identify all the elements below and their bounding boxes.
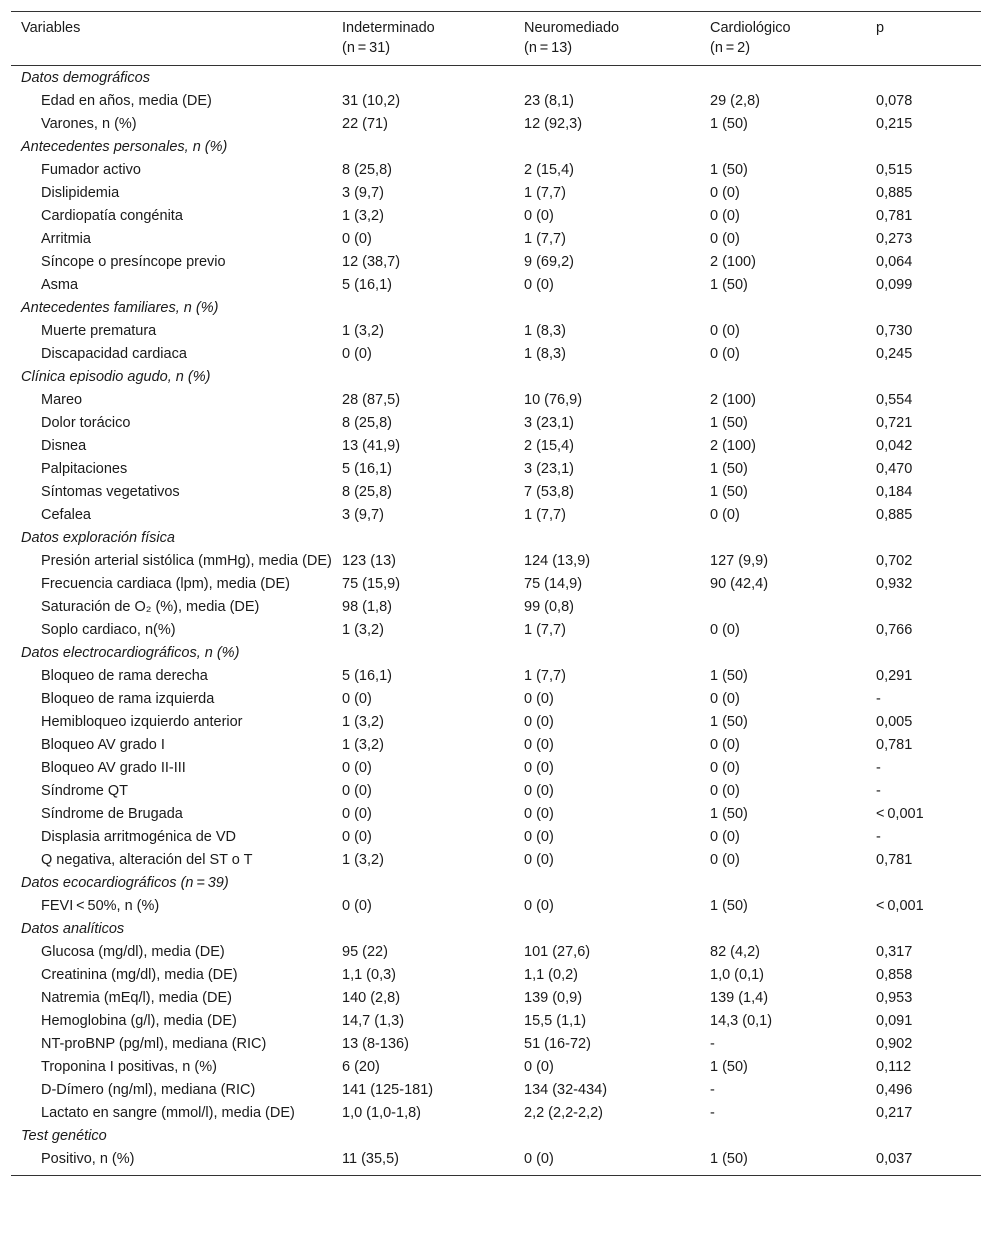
cell-cardiologico: 0 (0) — [710, 621, 740, 638]
cell-p-value: 0,037 — [876, 1150, 913, 1167]
cell-p-value: 0,112 — [876, 1058, 912, 1075]
section-row — [11, 135, 981, 158]
cell-cardiologico: 82 (4,2) — [710, 943, 760, 960]
cell-cardiologico: 1 (50) — [710, 713, 748, 730]
table-row — [11, 1101, 981, 1124]
header-indeterminado-n: (n = 31) — [342, 40, 391, 56]
cell-neuromediado: 0 (0) — [524, 828, 554, 845]
cell-p-value: 0,721 — [876, 414, 913, 431]
cell-cardiologico: 0 (0) — [710, 207, 740, 224]
cell-indeterminado: 1 (3,2) — [342, 621, 384, 638]
cell-neuromediado: 12 (92,3) — [524, 115, 583, 132]
table-row — [11, 1032, 981, 1055]
section-row — [11, 641, 981, 664]
cell-cardiologico: 1 (50) — [710, 1058, 748, 1075]
table-row — [11, 664, 981, 687]
header-variables — [11, 12, 332, 66]
cell-p-value: 0,005 — [876, 713, 913, 730]
cell-indeterminado: 0 (0) — [342, 230, 372, 247]
cell-indeterminado: 0 (0) — [342, 759, 372, 776]
table-body — [11, 66, 981, 1176]
cell-p-value: 0,885 — [876, 506, 913, 523]
cell-cardiologico: 1 (50) — [710, 483, 748, 500]
header-variables-label: Variables — [21, 20, 81, 36]
section-row — [11, 1124, 981, 1147]
table-row — [11, 848, 981, 871]
cell-cardiologico: 1 (50) — [710, 276, 748, 293]
table-row — [11, 825, 981, 848]
cell-indeterminado: 1 (3,2) — [342, 851, 384, 868]
cell-indeterminado: 140 (2,8) — [342, 989, 401, 1006]
cell-p-value: 0,781 — [876, 736, 913, 753]
cell-p-value: 0,496 — [876, 1081, 913, 1098]
cell-neuromediado: 1 (8,3) — [524, 322, 566, 339]
cell-neuromediado: 9 (69,2) — [524, 253, 574, 270]
row-label: Lactato en sangre (mmol/l), media (DE) — [41, 1104, 295, 1121]
cell-cardiologico: 2 (100) — [710, 437, 756, 454]
cell-neuromediado: 0 (0) — [524, 736, 554, 753]
cell-p-value: 0,245 — [876, 345, 913, 362]
cell-p-value: 0,215 — [876, 115, 913, 132]
header-neuromediado-n: (n = 13) — [524, 40, 573, 56]
cell-indeterminado: 1 (3,2) — [342, 713, 384, 730]
table-row — [11, 687, 981, 710]
row-label: Positivo, n (%) — [41, 1150, 135, 1167]
cell-indeterminado: 1 (3,2) — [342, 322, 384, 339]
table-row — [11, 1078, 981, 1101]
cell-neuromediado: 10 (76,9) — [524, 391, 583, 408]
cell-neuromediado: 1 (8,3) — [524, 345, 566, 362]
section-label: Datos analíticos — [21, 920, 125, 937]
row-label: Arritmia — [41, 230, 91, 247]
row-label: Síndrome de Brugada — [41, 805, 183, 822]
cell-p-value: 0,470 — [876, 460, 913, 477]
cell-cardiologico: 90 (42,4) — [710, 575, 769, 592]
table-row — [11, 940, 981, 963]
row-label: Frecuencia cardiaca (lpm), media (DE) — [41, 575, 290, 592]
cell-p-value: 0,781 — [876, 851, 913, 868]
table-row — [11, 618, 981, 641]
row-label: Soplo cardiaco, n(%) — [41, 621, 176, 638]
cell-indeterminado: 95 (22) — [342, 943, 388, 960]
cell-cardiologico: 14,3 (0,1) — [710, 1012, 773, 1029]
table-row — [11, 756, 981, 779]
header-cardiologico-n: (n = 2) — [710, 40, 751, 56]
cell-indeterminado: 0 (0) — [342, 782, 372, 799]
header-p-label: p — [876, 20, 885, 36]
cell-indeterminado: 3 (9,7) — [342, 506, 384, 523]
cell-p-value: 0,291 — [876, 667, 913, 684]
cell-indeterminado: 1,1 (0,3) — [342, 966, 396, 983]
cell-neuromediado: 0 (0) — [524, 805, 554, 822]
cell-cardiologico: 0 (0) — [710, 230, 740, 247]
cell-neuromediado: 2 (15,4) — [524, 437, 574, 454]
table-row — [11, 986, 981, 1009]
cell-p-value: 0,702 — [876, 552, 913, 569]
row-label: Edad en años, media (DE) — [41, 92, 212, 109]
cell-cardiologico: 29 (2,8) — [710, 92, 760, 109]
cell-neuromediado: 23 (8,1) — [524, 92, 574, 109]
row-label: Q negativa, alteración del ST o T — [41, 851, 253, 868]
table-row — [11, 181, 981, 204]
table-row — [11, 733, 981, 756]
cell-indeterminado: 13 (41,9) — [342, 437, 401, 454]
cell-neuromediado: 1 (7,7) — [524, 667, 566, 684]
header-indeterminado — [332, 12, 514, 66]
section-row — [11, 871, 981, 894]
row-label: Hemoglobina (g/l), media (DE) — [41, 1012, 237, 1029]
row-label: Glucosa (mg/dl), media (DE) — [41, 943, 225, 960]
cell-neuromediado: 0 (0) — [524, 207, 554, 224]
cell-cardiologico: - — [710, 1081, 715, 1098]
table-row — [11, 480, 981, 503]
cell-cardiologico: 0 (0) — [710, 506, 740, 523]
row-label: Muerte prematura — [41, 322, 157, 339]
header-indeterminado-label: Indeterminado — [342, 20, 435, 36]
cell-neuromediado: 0 (0) — [524, 690, 554, 707]
cell-indeterminado: 0 (0) — [342, 690, 372, 707]
cell-neuromediado: 1 (7,7) — [524, 184, 566, 201]
cell-cardiologico: - — [710, 1104, 715, 1121]
table-row — [11, 802, 981, 825]
table-row — [11, 779, 981, 802]
cell-indeterminado: 8 (25,8) — [342, 161, 392, 178]
section-row — [11, 66, 981, 90]
cell-p-value: 0,554 — [876, 391, 913, 408]
cell-indeterminado: 22 (71) — [342, 115, 388, 132]
table-row — [11, 273, 981, 296]
cell-indeterminado: 13 (8-136) — [342, 1035, 409, 1052]
cell-neuromediado: 0 (0) — [524, 276, 554, 293]
table-row — [11, 572, 981, 595]
row-label: D-Dímero (ng/ml), mediana (RIC) — [41, 1081, 256, 1098]
cell-neuromediado: 3 (23,1) — [524, 460, 574, 477]
cell-indeterminado: 141 (125-181) — [342, 1081, 434, 1098]
cell-neuromediado: 75 (14,9) — [524, 575, 583, 592]
table-row — [11, 250, 981, 273]
cell-neuromediado: 2 (15,4) — [524, 161, 574, 178]
cell-neuromediado: 3 (23,1) — [524, 414, 574, 431]
cell-p-value: 0,858 — [876, 966, 913, 983]
row-label: Displasia arritmogénica de VD — [41, 828, 237, 845]
row-label: Síntomas vegetativos — [41, 483, 180, 500]
cell-neuromediado: 0 (0) — [524, 782, 554, 799]
row-label: Natremia (mEq/l), media (DE) — [41, 989, 232, 1006]
row-label: Disnea — [41, 437, 87, 454]
cell-cardiologico: 0 (0) — [710, 828, 740, 845]
row-label: Troponina I positivas, n (%) — [41, 1058, 217, 1075]
cell-p-value: 0,091 — [876, 1012, 913, 1029]
row-label: Discapacidad cardiaca — [41, 345, 187, 362]
header-p — [866, 12, 981, 66]
section-label: Datos demográficos — [21, 69, 150, 86]
cell-p-value: 0,766 — [876, 621, 913, 638]
cell-neuromediado: 0 (0) — [524, 759, 554, 776]
cell-cardiologico: 1 (50) — [710, 805, 748, 822]
cell-indeterminado: 1 (3,2) — [342, 736, 384, 753]
row-label: Hemibloqueo izquierdo anterior — [41, 713, 243, 730]
cell-p-value: 0,217 — [876, 1104, 913, 1121]
cell-p-value: 0,902 — [876, 1035, 913, 1052]
cell-indeterminado: 28 (87,5) — [342, 391, 401, 408]
cell-cardiologico: - — [710, 1035, 715, 1052]
cell-p-value: 0,781 — [876, 207, 913, 224]
cell-indeterminado: 14,7 (1,3) — [342, 1012, 405, 1029]
cell-p-value: 0,317 — [876, 943, 913, 960]
row-label: Varones, n (%) — [41, 115, 137, 132]
cell-cardiologico: 1 (50) — [710, 897, 748, 914]
cell-p-value: 0,730 — [876, 322, 913, 339]
cell-neuromediado: 0 (0) — [524, 1150, 554, 1167]
section-label: Datos electrocardiográficos, n (%) — [21, 644, 240, 661]
section-label: Antecedentes familiares, n (%) — [21, 299, 219, 316]
data-table — [11, 11, 981, 1176]
row-label: Cardiopatía congénita — [41, 207, 183, 224]
cell-neuromediado: 1 (7,7) — [524, 230, 566, 247]
cell-neuromediado: 1 (7,7) — [524, 506, 566, 523]
cell-cardiologico: 1 (50) — [710, 414, 748, 431]
cell-p-value: - — [876, 759, 881, 776]
table-container — [11, 11, 981, 1176]
cell-p-value: 0,099 — [876, 276, 913, 293]
table-row — [11, 1055, 981, 1078]
cell-cardiologico: 2 (100) — [710, 391, 756, 408]
cell-neuromediado: 51 (16-72) — [524, 1035, 591, 1052]
cell-cardiologico: 0 (0) — [710, 345, 740, 362]
table-row — [11, 319, 981, 342]
cell-neuromediado: 124 (13,9) — [524, 552, 591, 569]
table-row — [11, 503, 981, 526]
row-label: Dolor torácico — [41, 414, 131, 431]
section-label: Datos exploración física — [21, 529, 175, 546]
table-row — [11, 1147, 981, 1175]
row-label: Creatinina (mg/dl), media (DE) — [41, 966, 238, 983]
section-row — [11, 365, 981, 388]
cell-p-value: - — [876, 690, 881, 707]
row-label: Bloqueo AV grado I — [41, 736, 165, 753]
cell-indeterminado: 8 (25,8) — [342, 414, 392, 431]
cell-indeterminado: 75 (15,9) — [342, 575, 401, 592]
cell-cardiologico: 0 (0) — [710, 782, 740, 799]
cell-cardiologico: 0 (0) — [710, 322, 740, 339]
cell-indeterminado: 0 (0) — [342, 805, 372, 822]
cell-cardiologico: 127 (9,9) — [710, 552, 769, 569]
cell-cardiologico: 1 (50) — [710, 161, 748, 178]
cell-p-value: < 0,001 — [876, 805, 924, 822]
section-row — [11, 917, 981, 940]
header-row — [11, 12, 981, 66]
cell-neuromediado: 2,2 (2,2-2,2) — [524, 1104, 603, 1121]
row-label: Dislipidemia — [41, 184, 120, 201]
table-row — [11, 158, 981, 181]
cell-cardiologico — [700, 595, 866, 618]
table-row — [11, 388, 981, 411]
cell-neuromediado: 15,5 (1,1) — [524, 1012, 587, 1029]
cell-cardiologico: 0 (0) — [710, 759, 740, 776]
row-label: Síndrome QT — [41, 782, 129, 799]
cell-indeterminado: 11 (35,5) — [342, 1150, 399, 1167]
table-row — [11, 204, 981, 227]
row-label: Fumador activo — [41, 161, 141, 178]
row-label: Síncope o presíncope previo — [41, 253, 226, 270]
section-row — [11, 296, 981, 319]
cell-indeterminado: 6 (20) — [342, 1058, 380, 1075]
header-neuromediado — [514, 12, 700, 66]
cell-cardiologico: 1 (50) — [710, 460, 748, 477]
row-label: Cefalea — [41, 506, 91, 523]
cell-cardiologico: 1,0 (0,1) — [710, 966, 764, 983]
table-row — [11, 227, 981, 250]
cell-p-value: 0,273 — [876, 230, 913, 247]
row-label: NT-proBNP (pg/ml), mediana (RIC) — [41, 1035, 267, 1052]
cell-indeterminado: 5 (16,1) — [342, 276, 392, 293]
cell-indeterminado: 0 (0) — [342, 828, 372, 845]
table-row — [11, 549, 981, 572]
cell-indeterminado: 1 (3,2) — [342, 207, 384, 224]
cell-indeterminado: 31 (10,2) — [342, 92, 401, 109]
row-label: Bloqueo de rama izquierda — [41, 690, 215, 707]
section-label: Clínica episodio agudo, n (%) — [21, 368, 211, 385]
table-row — [11, 411, 981, 434]
cell-p-value: < 0,001 — [876, 897, 924, 914]
cell-indeterminado: 3 (9,7) — [342, 184, 384, 201]
table-row — [11, 457, 981, 480]
cell-cardiologico: 0 (0) — [710, 690, 740, 707]
cell-indeterminado: 0 (0) — [342, 897, 372, 914]
cell-cardiologico: 1 (50) — [710, 667, 748, 684]
cell-cardiologico: 0 (0) — [710, 736, 740, 753]
cell-p-value: - — [876, 828, 881, 845]
table-row — [11, 894, 981, 917]
cell-cardiologico: 0 (0) — [710, 851, 740, 868]
cell-neuromediado: 0 (0) — [524, 897, 554, 914]
row-label: Saturación de O₂ (%), media (DE) — [41, 598, 260, 615]
cell-p-value: 0,515 — [876, 161, 913, 178]
cell-neuromediado: 1 (7,7) — [524, 621, 566, 638]
table-row — [11, 1009, 981, 1032]
cell-neuromediado: 1,1 (0,2) — [524, 966, 578, 983]
cell-p-value: 0,932 — [876, 575, 913, 592]
cell-neuromediado: 0 (0) — [524, 1058, 554, 1075]
table-row — [11, 89, 981, 112]
cell-indeterminado: 123 (13) — [342, 552, 397, 569]
table-row — [11, 710, 981, 733]
cell-cardiologico: 0 (0) — [710, 184, 740, 201]
cell-p-value: - — [876, 782, 881, 799]
section-row — [11, 526, 981, 549]
cell-indeterminado: 0 (0) — [342, 345, 372, 362]
cell-indeterminado: 1,0 (1,0-1,8) — [342, 1104, 421, 1121]
cell-p-value: 0,064 — [876, 253, 913, 270]
cell-indeterminado: 12 (38,7) — [342, 253, 401, 270]
table-row — [11, 342, 981, 365]
row-label: Bloqueo AV grado II-III — [41, 759, 186, 776]
cell-indeterminado: 5 (16,1) — [342, 460, 392, 477]
cell-p-value: 0,184 — [876, 483, 913, 500]
section-label: Datos ecocardiográficos (n = 39) — [21, 874, 229, 891]
table-row — [11, 963, 981, 986]
section-label: Antecedentes personales, n (%) — [21, 138, 228, 155]
cell-neuromediado: 0 (0) — [524, 851, 554, 868]
cell-p-value: 0,953 — [876, 989, 913, 1006]
header-cardiologico-label: Cardiológico — [710, 20, 791, 36]
cell-indeterminado: 5 (16,1) — [342, 667, 392, 684]
cell-indeterminado: 8 (25,8) — [342, 483, 392, 500]
cell-p-value — [866, 595, 981, 618]
cell-neuromediado: 134 (32-434) — [524, 1081, 608, 1098]
row-label: Asma — [41, 276, 79, 293]
table-row — [11, 434, 981, 457]
row-label: Presión arterial sistólica (mmHg), media (DE) — [41, 552, 332, 569]
cell-neuromediado: 0 (0) — [524, 713, 554, 730]
row-label: Mareo — [41, 391, 83, 408]
cell-cardiologico: 1 (50) — [710, 115, 748, 132]
table-row — [11, 595, 981, 618]
cell-neuromediado: 101 (27,6) — [524, 943, 591, 960]
row-label: Bloqueo de rama derecha — [41, 667, 208, 684]
row-label: Palpitaciones — [41, 460, 128, 477]
cell-p-value: 0,078 — [876, 92, 913, 109]
cell-neuromediado: 99 (0,8) — [524, 598, 574, 615]
cell-neuromediado: 139 (0,9) — [524, 989, 583, 1006]
table-row — [11, 112, 981, 135]
row-label: FEVI < 50%, n (%) — [41, 897, 160, 914]
cell-cardiologico: 2 (100) — [710, 253, 756, 270]
cell-p-value: 0,042 — [876, 437, 913, 454]
cell-indeterminado: 98 (1,8) — [342, 598, 392, 615]
header-cardiologico — [700, 12, 866, 66]
cell-p-value: 0,885 — [876, 184, 913, 201]
cell-cardiologico: 139 (1,4) — [710, 989, 769, 1006]
header-neuromediado-label: Neuromediado — [524, 20, 620, 36]
cell-cardiologico: 1 (50) — [710, 1150, 748, 1167]
cell-neuromediado: 7 (53,8) — [524, 483, 574, 500]
section-label: Test genético — [21, 1127, 107, 1144]
table-header — [11, 12, 981, 66]
